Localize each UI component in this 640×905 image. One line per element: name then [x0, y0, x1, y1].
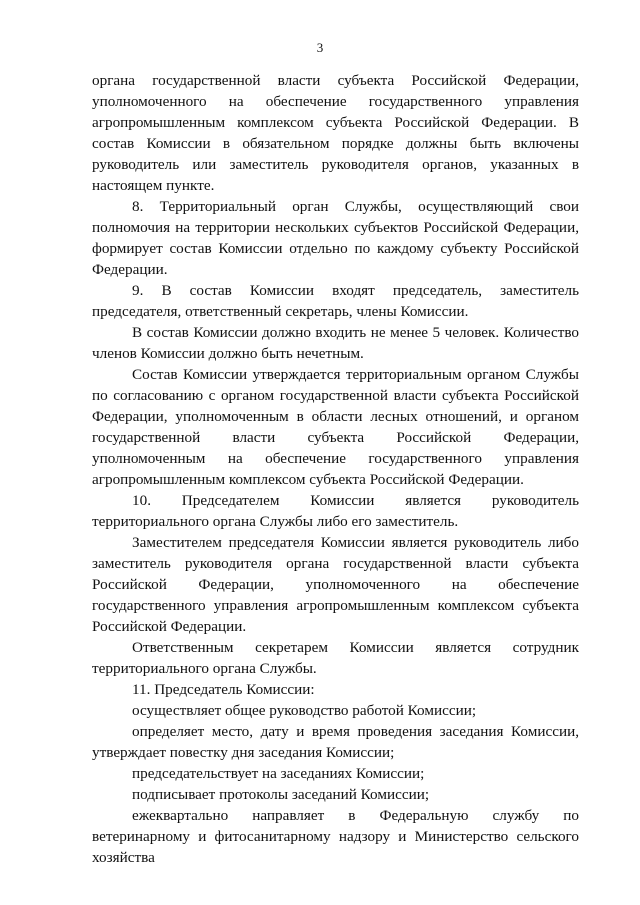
paragraph-item-11: 11. Председатель Комиссии: — [132, 681, 315, 698]
paragraph-item-8: 8. Территориальный орган Службы, осуществляющий свои полномочия на территории нескольких субъектов Российской Федерации, формирует состав Комиссии отдельно по каждому субъекту Российской Федерации. — [92, 198, 579, 278]
page-number: 3 — [316, 40, 324, 55]
paragraph-secretary: Ответственным секретарем Комиссии является сотрудник территориального органа Службы. — [92, 639, 579, 677]
list-item-meeting-schedule: определяет место, дату и время проведения заседания Комиссии, утверждает повестку дня заседания Комиссии; — [92, 723, 579, 761]
paragraph-commission-size: В состав Комиссии должно входить не менее 5 человек. Количество членов Комиссии должно быть нечетным. — [92, 324, 579, 362]
list-item-chairs-meetings: председательствует на заседаниях Комиссии; — [132, 765, 425, 782]
list-item-signs-protocols: подписывает протоколы заседаний Комиссии; — [132, 786, 430, 803]
paragraph-item-10: 10. Председателем Комиссии является руководитель территориального органа Службы либо его заместитель. — [92, 492, 579, 530]
paragraph-deputy-chair: Заместителем председателя Комиссии является руководитель либо заместитель руководителя органа государственной власти субъекта Российской Федерации, уполномоченного на обеспечение государственного управления агропромышленным комплексом субъекта Российской Федерации. — [92, 534, 579, 635]
paragraph-item-9: 9. В состав Комиссии входят председатель, заместитель председателя, ответственный секретарь, члены Комиссии. — [92, 282, 579, 320]
document-body — [92, 70, 579, 868]
list-item-general-management: осуществляет общее руководство работой Комиссии; — [132, 702, 477, 719]
paragraph-commission-approval: Состав Комиссии утверждается территориальным органом Службы по согласованию с органом государственной власти субъекта Российской Федерации, уполномоченным в области лесных отношений, и органом государственной власти субъекта Российской Федерации, уполномоченным на обеспечение государственного управления агропромышленным комплексом субъекта Российской Федерации. — [92, 366, 579, 488]
paragraph-continuation: органа государственной власти субъекта Российской Федерации, уполномоченного на обеспечение государственного управления агропромышленным комплексом субъекта Российской Федерации. В состав Комиссии в обязательном порядке должны быть включены руководитель или заместитель руководителя органов, указанных в настоящем пункте. — [92, 72, 579, 194]
list-item-quarterly-report: ежеквартально направляет в Федеральную службу по ветеринарному и фитосанитарному надзору и Министерство сельского хозяйства — [92, 807, 579, 866]
